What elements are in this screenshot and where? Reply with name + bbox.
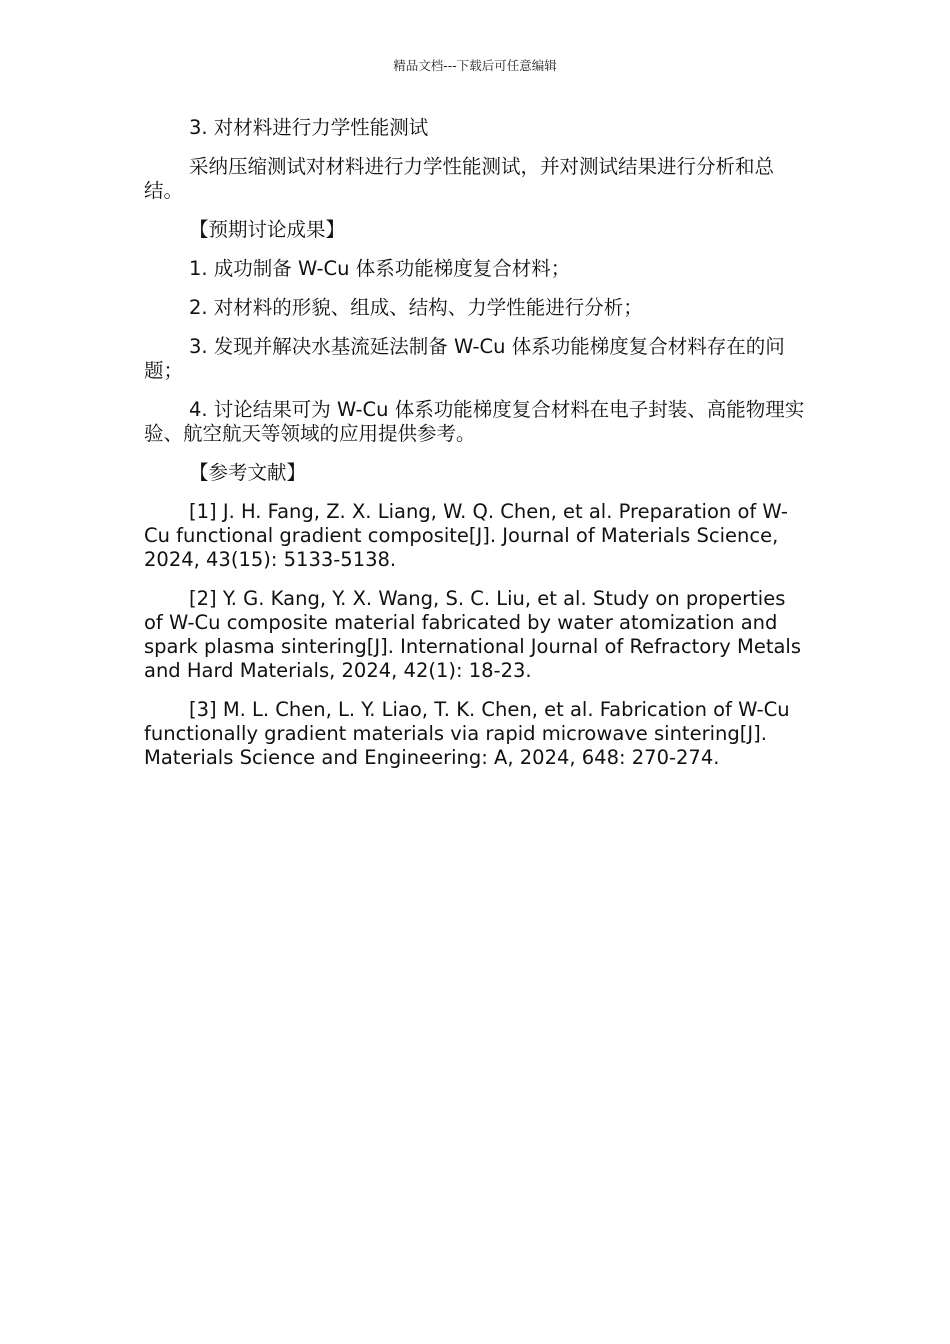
reference-item-2: [2] Y. G. Kang, Y. X. Wang, S. C. Liu, et al. Study on properties of W-Cu composite material fabricated by water atomization and spark plasma sintering[J]. International Journal of Refractory Metals and Hard Materials, 2024, 42(1): 18-23. <box>144 587 801 682</box>
page-header: 精品文档---下载后可任意编辑 <box>393 58 557 73</box>
paragraph-compression-test: 采纳压缩测试对材料进行力学性能测试，并对测试结果进行分析和总结。 <box>144 155 775 202</box>
document-body <box>144 116 806 785</box>
result-item-4: 4. 讨论结果可为 W-Cu 体系功能梯度复合材料在电子封装、高能物理实验、航空航天等领域的应用提供参考。 <box>144 398 805 445</box>
section-heading-references: 【参考文献】 <box>189 461 307 484</box>
result-item-3: 3. 发现并解决水基流延法制备 W-Cu 体系功能梯度复合材料存在的问题； <box>144 335 785 382</box>
paragraph-step-3: 3. 对材料进行力学性能测试 <box>189 116 429 139</box>
result-item-2: 2. 对材料的形貌、组成、结构、力学性能进行分析； <box>189 296 643 319</box>
reference-item-3: [3] M. L. Chen, L. Y. Liao, T. K. Chen, et al. Fabrication of W-Cu functionally gradient materials via rapid microwave sintering[J]. Materials Science and Engineering: A, 2024, 648: 270-274. <box>144 698 790 769</box>
reference-item-1: [1] J. H. Fang, Z. X. Liang, W. Q. Chen, et al. Preparation of W-Cu functional gradient composite[J]. Journal of Materials Science, 2024, 43(15): 5133-5138. <box>144 500 788 571</box>
section-heading-expected-results: 【预期讨论成果】 <box>189 218 346 241</box>
result-item-1: 1. 成功制备 W-Cu 体系功能梯度复合材料； <box>189 257 571 280</box>
